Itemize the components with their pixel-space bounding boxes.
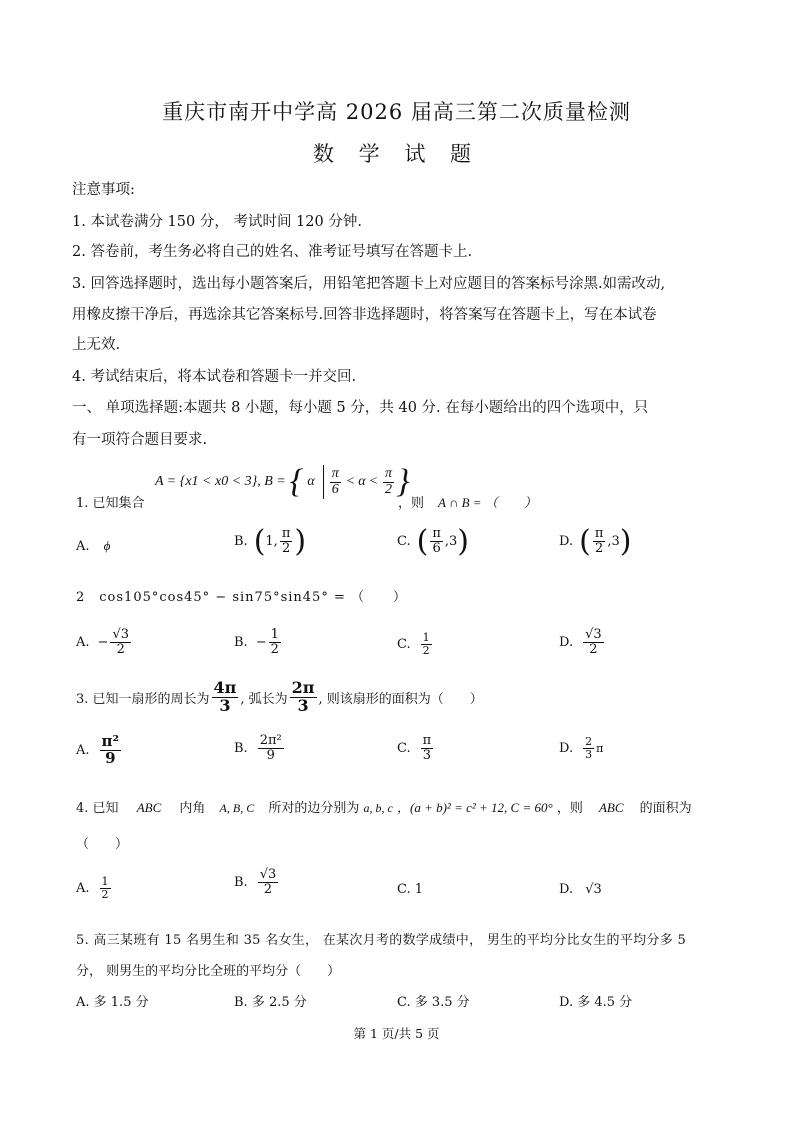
q4-triangle-2: ABC [598,800,624,815]
q1-option-a-value: ϕ [103,538,111,553]
q2-option-b-label: B. [234,634,248,650]
q3-stem-part-3: , 则该扇形的面积为（ ） [318,691,483,707]
exam-subtitle: 数 学 试 题 [312,142,481,166]
q1-option-d[interactable] [559,524,631,559]
q2-option-a-den: 2 [116,641,125,657]
q4-angles: A, B, C [219,801,255,815]
q3-option-c-label: C. [397,740,411,756]
q1-option-b-den: 2 [281,541,291,556]
q2-stem: 2 cos105°cos45° − sin75°sin45° = （ ） [76,590,407,605]
q1-frac-pi2 [383,467,394,497]
q3-arc-frac [290,680,317,715]
q4-option-d-value: √3 [585,882,602,897]
q4-stem-part-4: ，则 [556,801,583,816]
q4-stem-part-2: 内角 [179,801,206,816]
q3-arc-num: 2π [291,678,315,697]
note-1: 1. 本试卷满分 150 分， 考试时间 120 分钟. [72,214,362,230]
q3-option-c-frac [421,734,434,762]
q1-divider [323,465,324,499]
q2-option-a[interactable] [76,628,133,656]
q4-option-b[interactable] [234,868,280,896]
q3-perimeter-num: 4π [213,678,237,697]
q1-frac-pi6-num: π [331,465,339,481]
q2-option-b-den: 2 [270,641,279,657]
note-2: 2. 答卷前，考生务必将自己的姓名、准考证号填写在答题卡上. [72,244,473,260]
q2-option-b-num: 1 [270,627,279,642]
q2-option-d[interactable] [559,628,606,656]
q4-option-c-label: C. [397,882,411,897]
q3-stem [76,680,483,715]
q1-option-a[interactable] [76,538,110,554]
q3-option-c[interactable] [397,734,435,762]
q2-option-a-label: A. [76,634,90,650]
q3-option-d-frac [583,736,594,760]
q3-option-d[interactable] [559,736,603,760]
q1-option-c-frac [430,527,443,555]
q3-option-d-num: 2 [585,735,593,748]
q2-option-c-num: 1 [422,631,430,644]
q4-option-c-value: 1 [414,882,424,897]
q4-stem [76,797,692,816]
q1-option-a-label: A. [76,539,90,554]
q4-option-b-num: √3 [259,867,277,882]
q1-option-c-den: 6 [432,541,441,556]
q2-option-c-frac [421,632,432,656]
q4-stem-part-5: 的面积为 [639,801,692,816]
q1-option-b-label: B. [234,534,248,549]
q1-right-brace: } [396,463,410,500]
note-3-line-3: 上无效. [72,337,121,353]
note-3-line-2: 用橡皮擦干净后，再选涂其它答案标号.回答非选择题时，将答案写在答题卡上，写在本试卷 [72,307,657,323]
q4-option-c[interactable] [397,882,423,897]
q5-option-c[interactable]: C. 多 3.5 分 [397,995,470,1010]
q1-option-c-lparen: ( [416,524,429,559]
q3-option-b-label: B. [234,740,248,756]
q3-option-b-den: 9 [266,747,275,763]
q1-option-d-rparen: ) [619,524,632,559]
section-heading-line-1: 一、 单项选择题:本题共 8 小题，每小题 5 分，共 40 分. 在每小题给出的四个选项中，只 [72,400,649,416]
q1-option-b[interactable] [234,524,306,559]
q4-option-a-label: A. [76,880,90,896]
q4-option-b-frac [258,868,279,896]
q3-arc-den: 3 [297,695,309,715]
q3-perimeter-frac [212,680,239,715]
q5-option-d[interactable]: D. 多 4.5 分 [559,995,633,1010]
q2-option-b[interactable] [234,628,283,656]
q3-option-d-label: D. [559,740,574,756]
q3-option-b[interactable] [234,734,286,762]
q3-option-b-frac [258,734,284,762]
q2-option-a-num: √3 [112,627,129,642]
q1-option-c-label: C. [397,534,411,549]
q1-option-b-rparen: ) [294,524,307,559]
q2-option-d-num: √3 [585,627,602,642]
q1-frac-pi6 [330,467,341,497]
q5-stem-line-1: 5. 高三某班有 15 名男生和 35 名女生， 在某次月考的数学成绩中， 男生的平均分比女生的平均分多 5 [76,933,687,948]
q2-option-b-frac [269,628,281,656]
q4-answer-paren: （ ） [76,837,129,852]
q3-option-a-den: 9 [105,748,116,767]
q4-option-d[interactable] [559,882,602,897]
section-heading-line-2: 有一项符合题目要求. [72,432,208,448]
q2-option-a-frac [110,628,131,656]
q1-option-d-label: D. [559,534,574,549]
q1-option-c-num: π [432,526,441,542]
q3-option-d-den: 3 [585,747,593,761]
q5-option-a[interactable]: A. 多 1.5 分 [76,995,149,1010]
q4-option-a[interactable] [76,876,113,900]
q4-condition: ，(a + b)² = c² + 12, C = 60° [396,800,553,815]
q1-alpha-2: α [358,474,366,489]
q1-stem: 1. 已知集合 [76,496,145,511]
q4-sides: a, b, c [363,801,393,815]
q3-option-a-num: π² [101,732,120,750]
q1-option-d-post: ,3 [607,534,620,549]
page-number: 第 1 页/共 5 页 [353,1026,440,1041]
q2-option-d-frac [583,628,604,656]
q3-option-b-num: 2π² [259,733,282,748]
note-4: 4. 考试结束后，将本试卷和答题卡一并交回. [72,369,357,385]
q4-option-a-frac [100,876,111,900]
q1-lt-1: < [345,474,356,489]
q4-option-b-den: 2 [263,881,273,897]
q4-option-a-num: 1 [101,875,109,888]
q2-option-c-label: C. [397,636,411,652]
q1-option-b-num: π [281,526,291,542]
q3-option-d-suffix: π [596,741,604,755]
q1-option-d-frac [593,527,606,555]
q4-stem-part-3: 所对的边分别为 [268,801,360,816]
q3-stem-part-2: , 弧长为 [240,691,288,707]
q3-stem-part-1: 3. 已知一扇形的周长为 [76,691,210,707]
q2-option-b-sign: − [255,634,267,650]
q4-option-d-label: D. [559,882,574,897]
q1-left-brace: { [289,463,304,500]
q1-lt-2: < [368,474,379,489]
q1-option-d-den: 2 [594,541,604,556]
q2-option-d-label: D. [559,634,574,650]
q3-option-a[interactable] [76,734,123,767]
q3-option-a-frac [100,734,122,767]
q2-option-d-den: 2 [589,641,598,657]
q1-option-b-frac [280,527,293,555]
q1-option-b-pre: 1, [265,534,278,549]
q1-then: ，则 [398,496,425,511]
q1-option-c[interactable] [397,524,469,559]
q4-triangle: ABC [136,800,162,815]
q2-option-c-den: 2 [422,643,430,657]
q3-perimeter-den: 3 [219,695,231,715]
q3-option-c-num: π [422,733,432,748]
note-3-line-1: 3. 回答选择题时，选出每小题答案后，用铅笔把答题卡上对应题目的答案标号涂黑.如需改动, [72,276,666,292]
q1-option-c-rparen: ) [457,524,470,559]
q1-frac-pi6-den: 6 [331,481,339,497]
q1-set-a: A = {x1 < x0 < 3}, B = [155,474,286,489]
q1-frac-pi2-num: π [385,465,393,481]
notes-heading: 注意事项: [72,182,135,198]
q1-alpha: α [307,474,315,489]
q3-option-a-label: A. [76,742,90,758]
q1-option-b-lparen: ( [253,524,266,559]
q1-set-expression [155,463,410,501]
q5-stem-line-2: 分， 则男生的平均分比全班的平均分（ ） [76,964,341,979]
q2-option-a-sign: − [97,634,109,650]
q4-option-a-den: 2 [101,887,109,901]
exam-title: 重庆市南开中学高 2026 届高三第二次质量检测 [162,100,631,124]
q1-option-d-lparen: ( [579,524,591,559]
q2-option-c[interactable] [397,632,434,656]
q4-stem-part-1: 4. 已知 [76,801,119,816]
q5-option-b[interactable]: B. 多 2.5 分 [234,995,307,1010]
q3-option-c-den: 3 [422,747,432,763]
q1-option-c-post: ,3 [444,534,458,549]
q4-option-b-label: B. [234,874,248,890]
q1-ask: A ∩ B = （ ） [438,495,537,510]
q1-frac-pi2-den: 2 [385,481,393,497]
q1-option-d-num: π [594,526,604,542]
